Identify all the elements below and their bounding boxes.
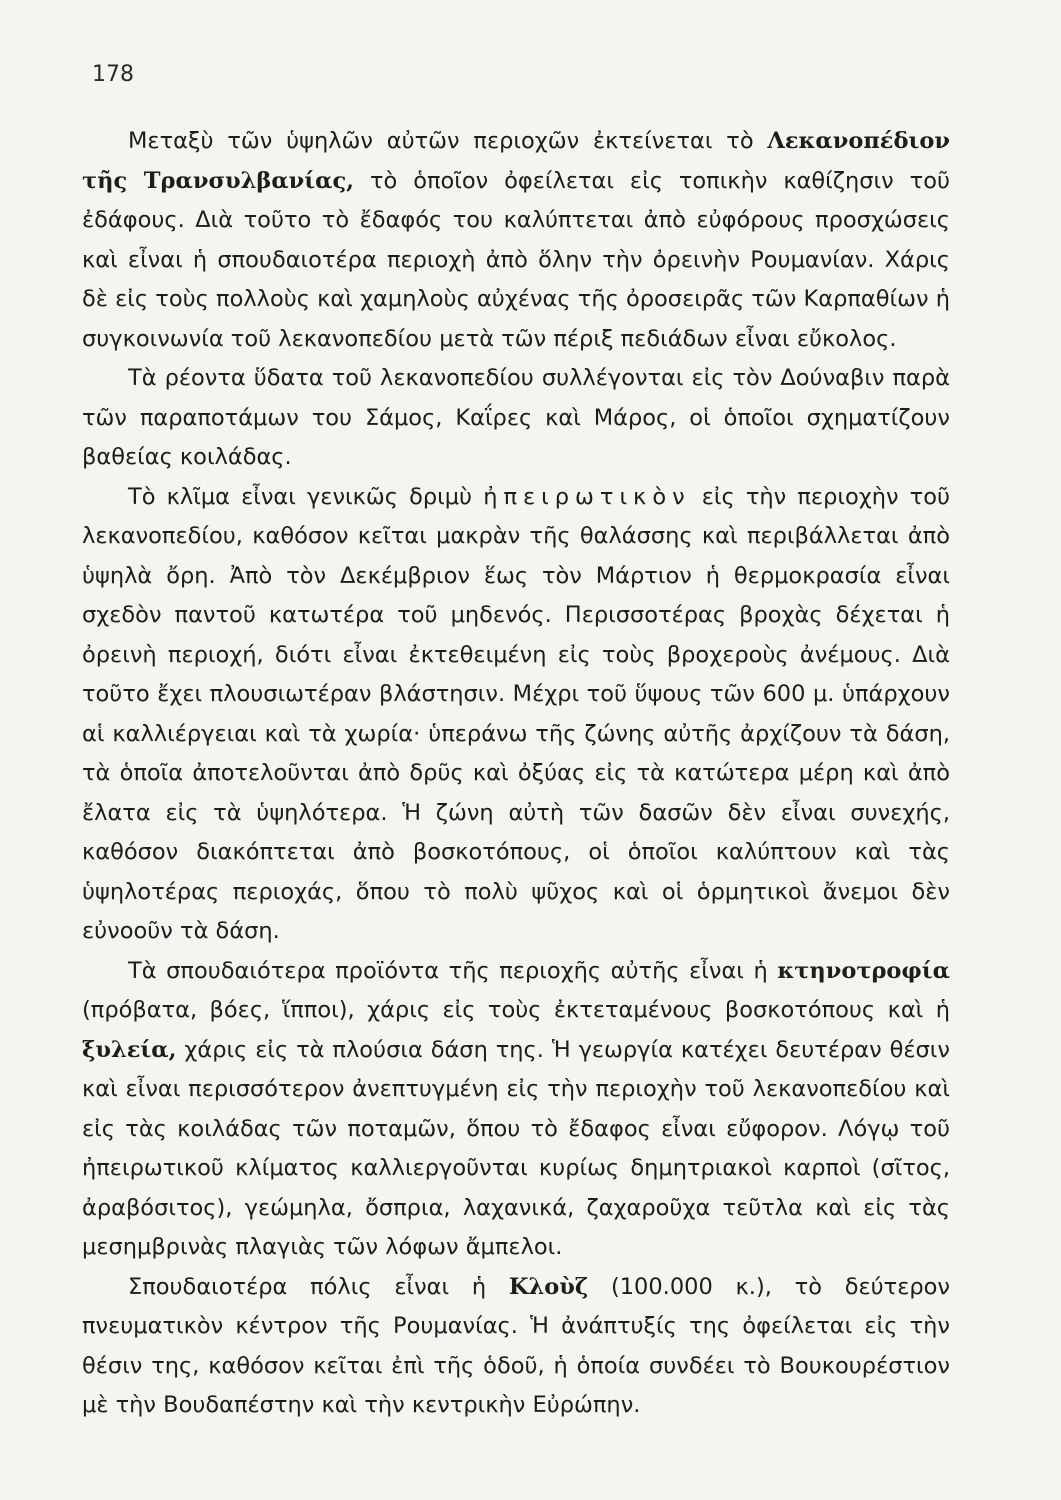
paragraph-rivers: Τὰ ρέοντα ὕδατα τοῦ λεκανοπεδίου συλλέγονται εἰς τὸν Δούναβιν παρὰ τῶν παραποτάμων του Σάμος, Καΐρες καὶ Μάρος, οἱ ὁποῖοι σχηματίζουν βαθείας κοιλάδας. — [82, 365, 950, 470]
body-text — [82, 122, 950, 1426]
paragraph-climate — [82, 478, 950, 952]
paragraph-city-text-1: Σπουδαιοτέρα πόλις εἶναι ἡ — [128, 1273, 509, 1300]
paragraph-products-text-2: (πρόβατα, βόες, ἵπποι), χάρις εἰς τοὺς ἐκτεταμένους βοσκοτόπους καὶ ἡ — [82, 997, 950, 1023]
paragraph-products-text-3: χάρις εἰς τὰ πλούσια δάση της. Ἡ γεωργία κατέχει δευτέραν θέσιν καὶ εἶναι περισσότερον ἀνεπτυγμένη εἰς τὴν περιοχὴν τοῦ λεκανοπεδίου καὶ εἰς τὰς κοιλάδας τῶν ποταμῶν, ὅπου τὸ ἔδαφος εἶναι εὔφορον. Λόγῳ τοῦ ἠπειρωτικοῦ κλίματος καλλιεργοῦνται κυρίως δημητριακοὶ καρποὶ (σῖτος, ἀραβόσιτος), γεώμηλα, ὄσπρια, λαχανικά, ζαχαροῦχα τεῦτλα καὶ εἰς τὰς μεσημβρινὰς πλαγιὰς τῶν λόφων ἄμπελοι. — [82, 1036, 950, 1260]
page-number: 178 — [92, 62, 134, 87]
paragraph-basin-text-1: Μεταξὺ τῶν ὑψηλῶν αὐτῶν περιοχῶν ἐκτείνεται τὸ — [128, 128, 768, 154]
paragraph-basin-text-2: τὸ ὁποῖον ὀφείλεται εἰς τοπικὴν καθίζησιν τοῦ ἐδάφους. Διὰ τοῦτο τὸ ἔδαφός του καλύπτεται ἀπὸ εὐφόρους προσχώσεις καὶ εἶναι ἡ σπουδαιοτέρα περιοχὴ ἀπὸ ὅλην τὴν ὀρεινὴν Ρουμανίαν. Χάρις δὲ εἰς τοὺς πολλοὺς καὶ χαμηλοὺς αὐχένας τῆς ὀροσειρᾶς τῶν Καρπαθίων ἡ συγκοινωνία τοῦ λεκανοπεδίου μετὰ τῶν πέριξ πεδιάδων εἶναι εὔκολος. — [82, 167, 950, 352]
paragraph-basin — [82, 122, 950, 359]
term-cluj: Κλοὺζ — [508, 1273, 589, 1300]
paragraph-climate-text-1: Τὸ κλῖμα εἶναι γενικῶς δριμὺ — [128, 483, 484, 510]
term-livestock: κτηνοτροφία — [777, 957, 950, 984]
paragraph-climate-text-2: εἰς τὴν περιοχὴν τοῦ λεκανοπεδίου, καθόσον κεῖται μακρὰν τῆς θαλάσσης καὶ περιβάλλεται ἀπὸ ὑψηλὰ ὄρη. Ἀπὸ τὸν Δεκέμβριον ἕως τὸν Μάρτιον ἡ θερμοκρασία εἶναι σχεδὸν παντοῦ κατωτέρα τοῦ μηδενός. Περισσοτέρας βροχὰς δέχεται ἡ ὀρεινὴ περιοχή, διότι εἶναι ἐκτεθειμένη εἰς τοὺς βροχεροὺς ἀνέμους. Διὰ τοῦτο ἔχει πλουσιωτέραν βλάστησιν. Μέχρι τοῦ ὕψους τῶν 600 μ. ὑπάρχουν αἱ καλλιέργειαι καὶ τὰ χωρία· ὑπεράνω τῆς ζώνης αὐτῆς ἀρχίζουν τὰ δάση, τὰ ὁποῖα ἀποτελοῦνται ἀπὸ δρῦς καὶ ὀξύας εἰς τὰ κατώτερα μέρη καὶ ἀπὸ ἔλατα εἰς τὰ ὑψηλότερα. Ἡ ζώνη αὐτὴ τῶν δασῶν δὲν εἶναι συνεχής, καθόσον διακόπτεται ἀπὸ βοσκοτόπους, οἱ ὁποῖοι καλύπτουν καὶ τὰς ὑψηλοτέρας περιοχάς, ὅπου τὸ πολὺ ψῦχος καὶ οἱ ὁρμητικοὶ ἄνεμοι δὲν εὐνοοῦν τὰ δάση. — [82, 483, 951, 944]
term-transylvania-basin: Λεκανοπέδιον τῆς Τρανσυλβανίας, — [82, 128, 950, 194]
paragraph-city-text-2: (100.000 κ.), τὸ δεύτερον πνευματικὸν κέντρον τῆς Ρουμανίας. Ἡ ἀνάπτυξίς της ὀφείλεται εἰς τὴν θέσιν της, καθόσον κεῖται ἐπὶ τῆς ὁδοῦ, ἡ ὁποία συνδέει τὸ Βουκουρέστιον μὲ τὴν Βουδαπέστην καὶ τὴν κεντρικὴν Εὐρώπην. — [82, 1273, 950, 1418]
paragraph-products — [82, 952, 950, 1268]
paragraph-products-text-1: Τὰ σπουδαιότερα προϊόντα τῆς περιοχῆς αὐτῆς εἶναι ἡ — [128, 957, 778, 984]
term-timber: ξυλεία, — [82, 1036, 177, 1063]
term-continental: ἠπειρωτικὸν — [483, 483, 691, 510]
paragraph-city — [82, 1268, 950, 1426]
